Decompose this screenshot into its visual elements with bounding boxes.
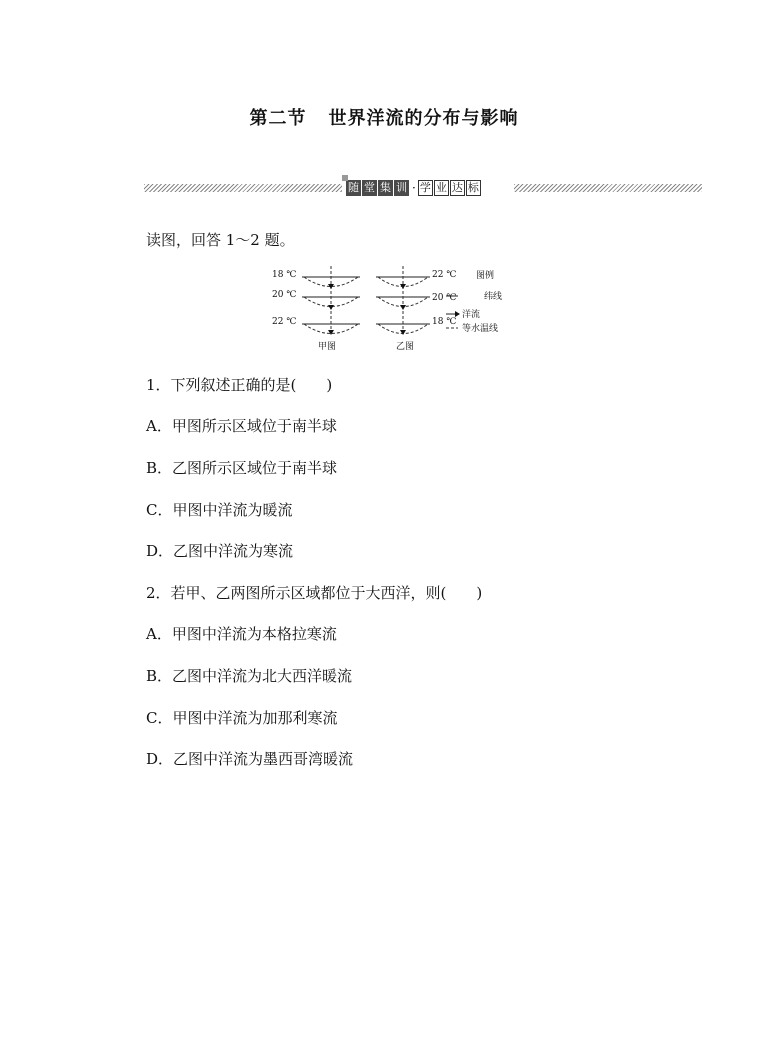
banner-char: 业: [435, 181, 447, 194]
banner-hatch-left: [144, 184, 342, 192]
question-1-option-d: D．乙图中洋流为寒流: [146, 542, 294, 560]
banner-separator: ·: [412, 181, 416, 195]
question-2-stem: 2．若甲、乙两图所示区域都位于大西洋，则( ): [146, 584, 483, 602]
question-1-option-a: A．甲图所示区域位于南半球: [146, 417, 337, 435]
banner-tag: [346, 179, 482, 197]
ocean-current-diagram: [270, 262, 530, 352]
yi-temp-label: 20 ℃: [432, 293, 457, 303]
yi-temp-label: 22 ℃: [432, 270, 457, 280]
section-number: 第二节: [249, 108, 307, 129]
question-2-option-c: C．甲图中洋流为加那利寒流: [146, 709, 338, 727]
section-banner: [144, 180, 702, 196]
legend-title: 图例: [476, 271, 495, 281]
question-2-option-b: B．乙图中洋流为北大西洋暖流: [146, 667, 353, 685]
legend-item-isotherm: 等水温线: [462, 324, 499, 334]
yi-temp-label: 18 ℃: [432, 317, 457, 327]
question-1-option-b: B．乙图所示区域位于南半球: [146, 459, 338, 477]
banner-char: 训: [396, 181, 407, 194]
banner-char: 学: [419, 181, 431, 194]
jia-temp-label: 22 ℃: [272, 317, 297, 327]
current-arrow: [328, 330, 334, 335]
jia-caption: 甲图: [318, 342, 337, 352]
current-arrow: [328, 305, 334, 310]
question-2-option-a: A．甲图中洋流为本格拉寒流: [146, 625, 337, 643]
section-title: 世界洋流的分布与影响: [328, 108, 519, 129]
current-arrow: [400, 330, 406, 335]
banner-char: 集: [380, 181, 391, 194]
page-title: [0, 104, 768, 130]
yi-caption: 乙图: [396, 342, 415, 352]
banner-corner-mark: [342, 175, 348, 181]
banner-char: 标: [467, 181, 479, 194]
question-2-option-d: D．乙图中洋流为墨西哥湾暖流: [146, 750, 354, 768]
banner-char: 达: [451, 181, 463, 194]
legend-item-current: 洋流: [462, 310, 481, 320]
banner-hatch-right: [514, 184, 702, 192]
question-1-stem: 1．下列叙述正确的是( ): [146, 376, 333, 394]
current-arrow: [400, 305, 406, 310]
question-1-option-c: C．甲图中洋流为暖流: [146, 501, 293, 519]
legend-item-latitude: 纬线: [484, 292, 503, 302]
banner-char: 随: [348, 181, 359, 194]
ocean-current-figure: [270, 262, 530, 352]
jia-temp-label: 20 ℃: [272, 290, 297, 300]
jia-temp-label: 18 ℃: [272, 270, 297, 280]
intro-text: 读图，回答 1～2 题。: [146, 231, 295, 249]
banner-char: 堂: [364, 181, 375, 194]
